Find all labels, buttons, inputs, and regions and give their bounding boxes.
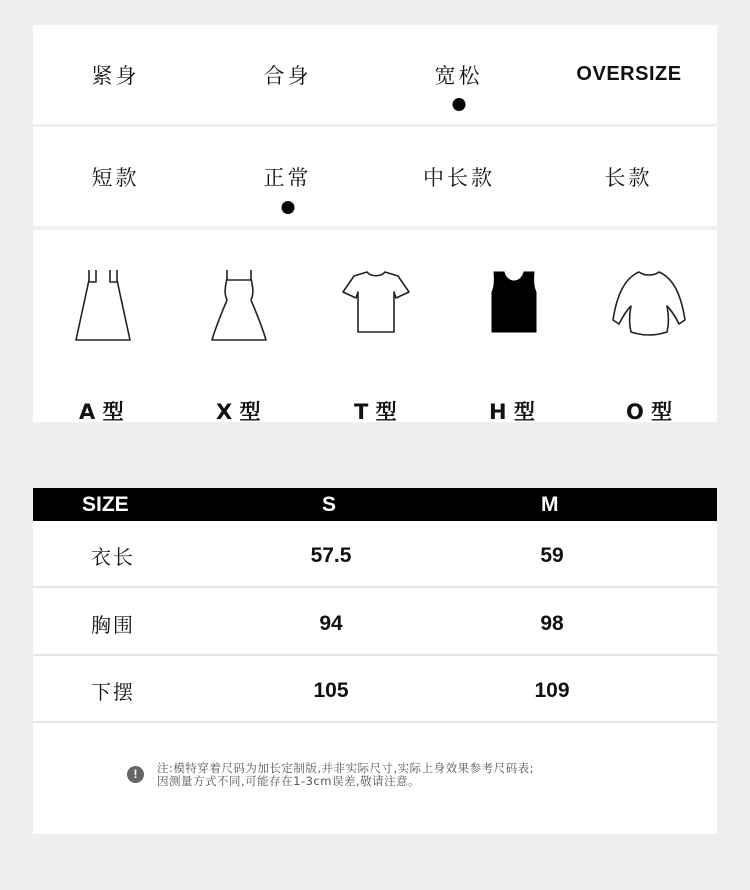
o-shape-top-icon xyxy=(611,268,687,338)
size-m-value: 98 xyxy=(540,612,564,635)
fit-option-regular[interactable] xyxy=(245,25,330,124)
fit-option-loose[interactable] xyxy=(416,25,501,124)
silhouette-x[interactable] xyxy=(205,268,273,424)
length-option-label: 中长款 xyxy=(423,166,495,190)
exclamation-icon: ! xyxy=(127,766,144,783)
table-row xyxy=(33,521,717,588)
silhouette-h[interactable] xyxy=(479,268,549,424)
silhouette-a[interactable] xyxy=(69,268,137,424)
size-m-value: 109 xyxy=(534,679,570,702)
measurement-name: 下摆 xyxy=(91,680,135,704)
measurement-name: 胸围 xyxy=(91,613,135,637)
silhouette-label: X 型 xyxy=(216,400,261,424)
note-line: 注:模特穿着尺码为加长定制版,并非实际尺寸,实际上身效果参考尺码表; xyxy=(157,761,535,775)
silhouette-t[interactable] xyxy=(339,268,413,424)
length-option-long[interactable] xyxy=(586,127,671,226)
silhouette-label: O 型 xyxy=(626,400,673,424)
size-header-m: M xyxy=(541,493,559,516)
fit-option-oversize[interactable] xyxy=(569,25,689,124)
note-line: 因测量方式不同,可能存在1-3cm误差,敬请注意。 xyxy=(157,774,421,788)
silhouette-panel xyxy=(33,230,717,422)
measurement-note xyxy=(157,762,534,788)
length-option-label: 短款 xyxy=(91,166,140,190)
fit-option-label: 合身 xyxy=(263,64,312,88)
a-line-dress-icon xyxy=(72,268,134,346)
size-table-header xyxy=(33,488,717,521)
fit-panel xyxy=(33,25,717,124)
length-panel xyxy=(33,127,717,226)
size-s-value: 57.5 xyxy=(310,544,352,567)
measurement-note-panel xyxy=(33,724,717,834)
fit-option-label: 宽松 xyxy=(434,64,483,88)
length-option-normal[interactable] xyxy=(245,127,330,226)
table-row xyxy=(33,589,717,656)
tank-top-icon xyxy=(490,268,538,338)
size-s-value: 94 xyxy=(319,612,343,635)
table-row xyxy=(33,656,717,723)
length-option-label: 长款 xyxy=(604,166,653,190)
size-s-value: 105 xyxy=(313,679,349,702)
fit-option-label: OVERSIZE xyxy=(576,63,682,85)
length-option-short[interactable] xyxy=(73,127,158,226)
size-table-body xyxy=(33,521,717,724)
length-option-mid-long[interactable] xyxy=(409,127,509,226)
silhouette-label: A 型 xyxy=(79,400,124,424)
selected-dot-indicator xyxy=(452,98,465,111)
size-header-s: S xyxy=(322,493,337,516)
t-shirt-icon xyxy=(340,268,412,338)
length-option-label: 正常 xyxy=(263,166,312,190)
x-line-dress-icon xyxy=(208,268,270,346)
silhouette-label: H 型 xyxy=(489,400,535,424)
silhouette-o[interactable] xyxy=(611,268,687,424)
size-m-value: 59 xyxy=(540,544,564,567)
silhouette-label: T 型 xyxy=(354,400,397,424)
size-header-label: SIZE xyxy=(82,493,129,516)
fit-option-label: 紧身 xyxy=(91,64,140,88)
selected-dot-indicator xyxy=(281,201,294,214)
fit-option-tight[interactable] xyxy=(73,25,158,124)
measurement-name: 衣长 xyxy=(91,545,135,569)
